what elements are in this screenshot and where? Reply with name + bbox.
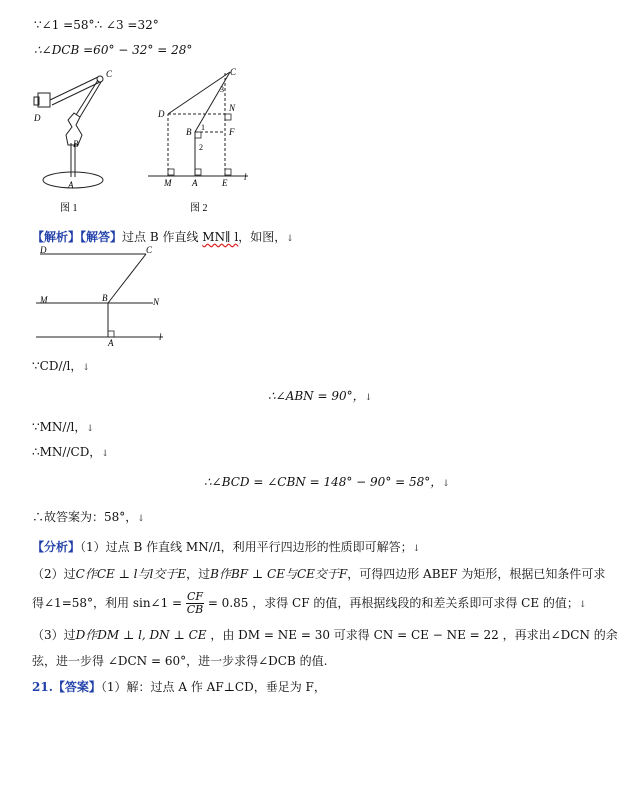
analysis-mn: MN∥ l — [202, 230, 239, 244]
fig2-label-f: F — [229, 127, 235, 137]
step-5: ∴∠BCD = ∠CBN = 148° − 90° = 58°，↓ — [204, 475, 450, 489]
fenxi-line-5: 弦，进一步得 ∠DCN = 60°，进一步求得∠DCB 的值. — [32, 654, 328, 668]
fenxi-line-2: （2）过C作CE ⊥ l与l交于E，过B作BF ⊥ CE与CE交于F，可得四边形 ABEF 为矩形，根据已知条件可求 — [32, 567, 606, 581]
fig1-label-a: A — [68, 180, 74, 190]
fig3-label-m: M — [40, 295, 48, 305]
top-line-1: ∵∠1 =58°∴ ∠3 =32° — [34, 18, 159, 32]
step-3: ∵MN//l，↓ — [32, 420, 94, 434]
fig1-label-d: D — [34, 113, 41, 123]
analysis-text-end: ，如图， — [238, 230, 287, 244]
fenxi-line-4: （3）过D作DM ⊥ l, DN ⊥ CE ，由 DM = NE = 30 可求得 CN = CE − NE = 22 ，再求出∠DCN 的余 — [32, 628, 618, 642]
fig2-label-c: C — [230, 67, 237, 77]
figure-2 — [140, 62, 260, 217]
q21-tag: 【答案】 — [52, 680, 101, 694]
fig3-label-a: A — [108, 338, 114, 348]
fenxi-tag: 【分析】 — [32, 540, 81, 554]
fig2-label-3: 3 — [220, 85, 224, 94]
fig1-caption: 图 1 — [60, 203, 78, 214]
fig2-label-e: E — [222, 178, 228, 188]
fig2-label-n: N — [229, 103, 236, 113]
fig2-label-a: A — [192, 178, 198, 188]
figure-3 — [28, 243, 178, 348]
fig2-label-l: l — [244, 172, 247, 182]
fig2-label-d: D — [158, 109, 165, 119]
analysis-tag-jieda: 【解答】 — [80, 230, 123, 244]
fig3-label-n: N — [153, 297, 160, 307]
fig2-label-m: M — [164, 178, 172, 188]
fig1-label-c: C — [106, 69, 113, 79]
fig1-label-b: B — [73, 139, 79, 149]
step-2: ∴∠ABN = 90°，↓ — [268, 389, 373, 403]
fenxi-line-1: 【分析】（1）过点 B 作直线 MN//l，利用平行四边形的性质即可解答；↓ — [32, 540, 421, 554]
figure-1 — [28, 65, 133, 215]
q21-number: 21. — [32, 680, 53, 694]
analysis-text: 过点 B 作直线 — [122, 230, 203, 244]
fig2-caption: 图 2 — [190, 203, 208, 214]
top-line-2: ∴∠DCB =60° − 32° = 28° — [34, 43, 193, 57]
analysis-line: 【解析】【解答】过点 B 作直线 MN∥ l，如图，↓ — [32, 230, 294, 244]
step-6: ∴故答案为：58°，↓ — [32, 510, 145, 524]
fig3-label-c: C — [146, 245, 153, 255]
analysis-tag-jiexi: 【解析】 — [32, 230, 81, 244]
fig3-label-l: l — [159, 332, 162, 342]
step-1: ∵CD//l，↓ — [32, 359, 90, 373]
fig3-label-b: B — [102, 293, 108, 303]
fig2-label-2: 2 — [199, 143, 203, 152]
fig2-label-1: 1 — [201, 123, 205, 132]
fig2-label-b: B — [186, 127, 192, 137]
fraction-cf-cb: $\frac{CF}{CB}$ — [186, 590, 204, 616]
fig3-label-d: D — [40, 245, 47, 255]
q21-line: 21.【答案】（1）解：过点 A 作 AF⊥CD，垂足为 F， — [32, 680, 326, 694]
fenxi-line-3: 得∠1=58°，利用 sin∠1 = $\frac{CF}{CB}$ = 0.85 ，求得 CF 的值，再根据线段的和差关系即可求得 CE 的值；↓ — [32, 590, 587, 616]
step-4: ∴MN//CD，↓ — [32, 445, 109, 459]
